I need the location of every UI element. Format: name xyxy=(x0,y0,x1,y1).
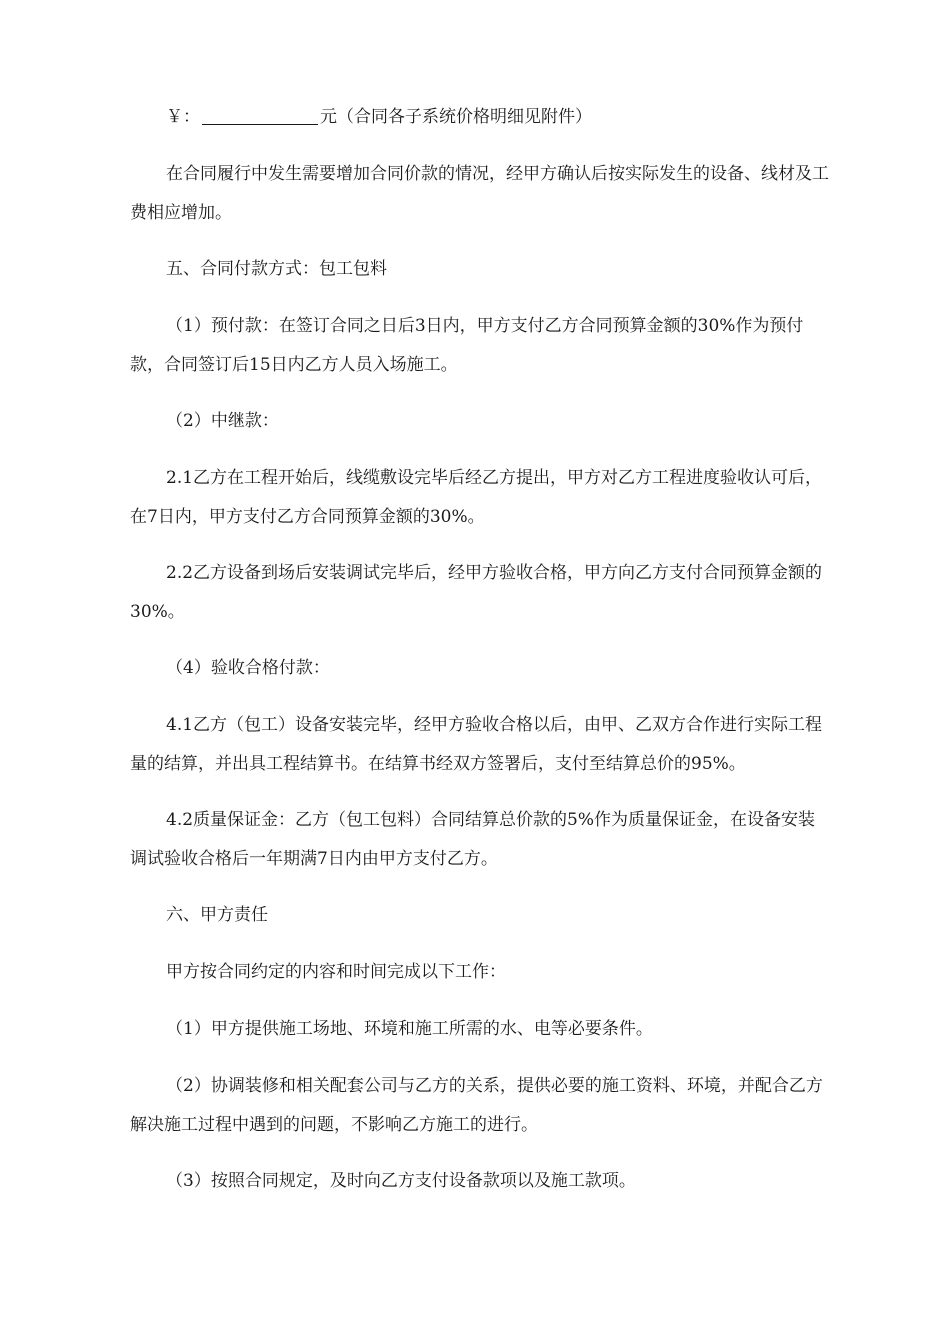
price-line xyxy=(130,98,830,137)
price-unit-note: 元（合同各子系统价格明细见附件） xyxy=(320,107,592,127)
paragraph-advance-payment: （1）预付款：在签订合同之日后3日内，甲方支付乙方合同预算金额的30%作为预付款，合同签订后15日内乙方人员入场施工。 xyxy=(130,316,804,375)
paragraph-acceptance-payment: （4）验收合格付款： xyxy=(166,658,330,678)
paragraph-party-a-intro: 甲方按合同约定的内容和时间完成以下工作： xyxy=(166,962,506,982)
section-heading-payment: 五、合同付款方式：包工包料 xyxy=(166,259,387,279)
paragraph-party-a-item-1: （1）甲方提供施工场地、环境和施工所需的水、电等必要条件。 xyxy=(166,1019,653,1039)
paragraph-clause-4-1: 4.1乙方（包工）设备安装完毕，经甲方验收合格以后，由甲、乙双方合作进行实际工程量的结算，并出具工程结算书。在结算书经双方签署后，支付至结算总价的95%。 xyxy=(130,715,823,774)
paragraph-interim-payment: （2）中继款： xyxy=(166,411,279,431)
section-heading-party-a: 六、甲方责任 xyxy=(166,905,268,925)
paragraph-clause-4-2: 4.2质量保证金：乙方（包工包料）合同结算总价款的5%作为质量保证金，在设备安装调试验收合格后一年期满7日内由甲方支付乙方。 xyxy=(130,810,816,869)
paragraph-price-increase: 在合同履行中发生需要增加合同价款的情况，经甲方确认后按实际发生的设备、线材及工费相应增加。 xyxy=(130,164,829,223)
paragraph-clause-2-1: 2.1乙方在工程开始后，线缆敷设完毕后经乙方提出，甲方对乙方工程进度验收认可后，在7日内，甲方支付乙方合同预算金额的30%。 xyxy=(130,468,823,527)
price-amount-blank xyxy=(202,106,318,125)
paragraph-clause-2-2: 2.2乙方设备到场后安装调试完毕后，经甲方验收合格，甲方向乙方支付合同预算金额的30%。 xyxy=(130,563,823,622)
price-currency-label: ￥： xyxy=(166,107,200,127)
paragraph-party-a-item-3: （3）按照合同规定，及时向乙方支付设备款项以及施工款项。 xyxy=(166,1171,636,1191)
paragraph-party-a-item-2: （2）协调装修和相关配套公司与乙方的关系，提供必要的施工资料、环境，并配合乙方解决施工过程中遇到的问题，不影响乙方施工的进行。 xyxy=(130,1076,823,1135)
